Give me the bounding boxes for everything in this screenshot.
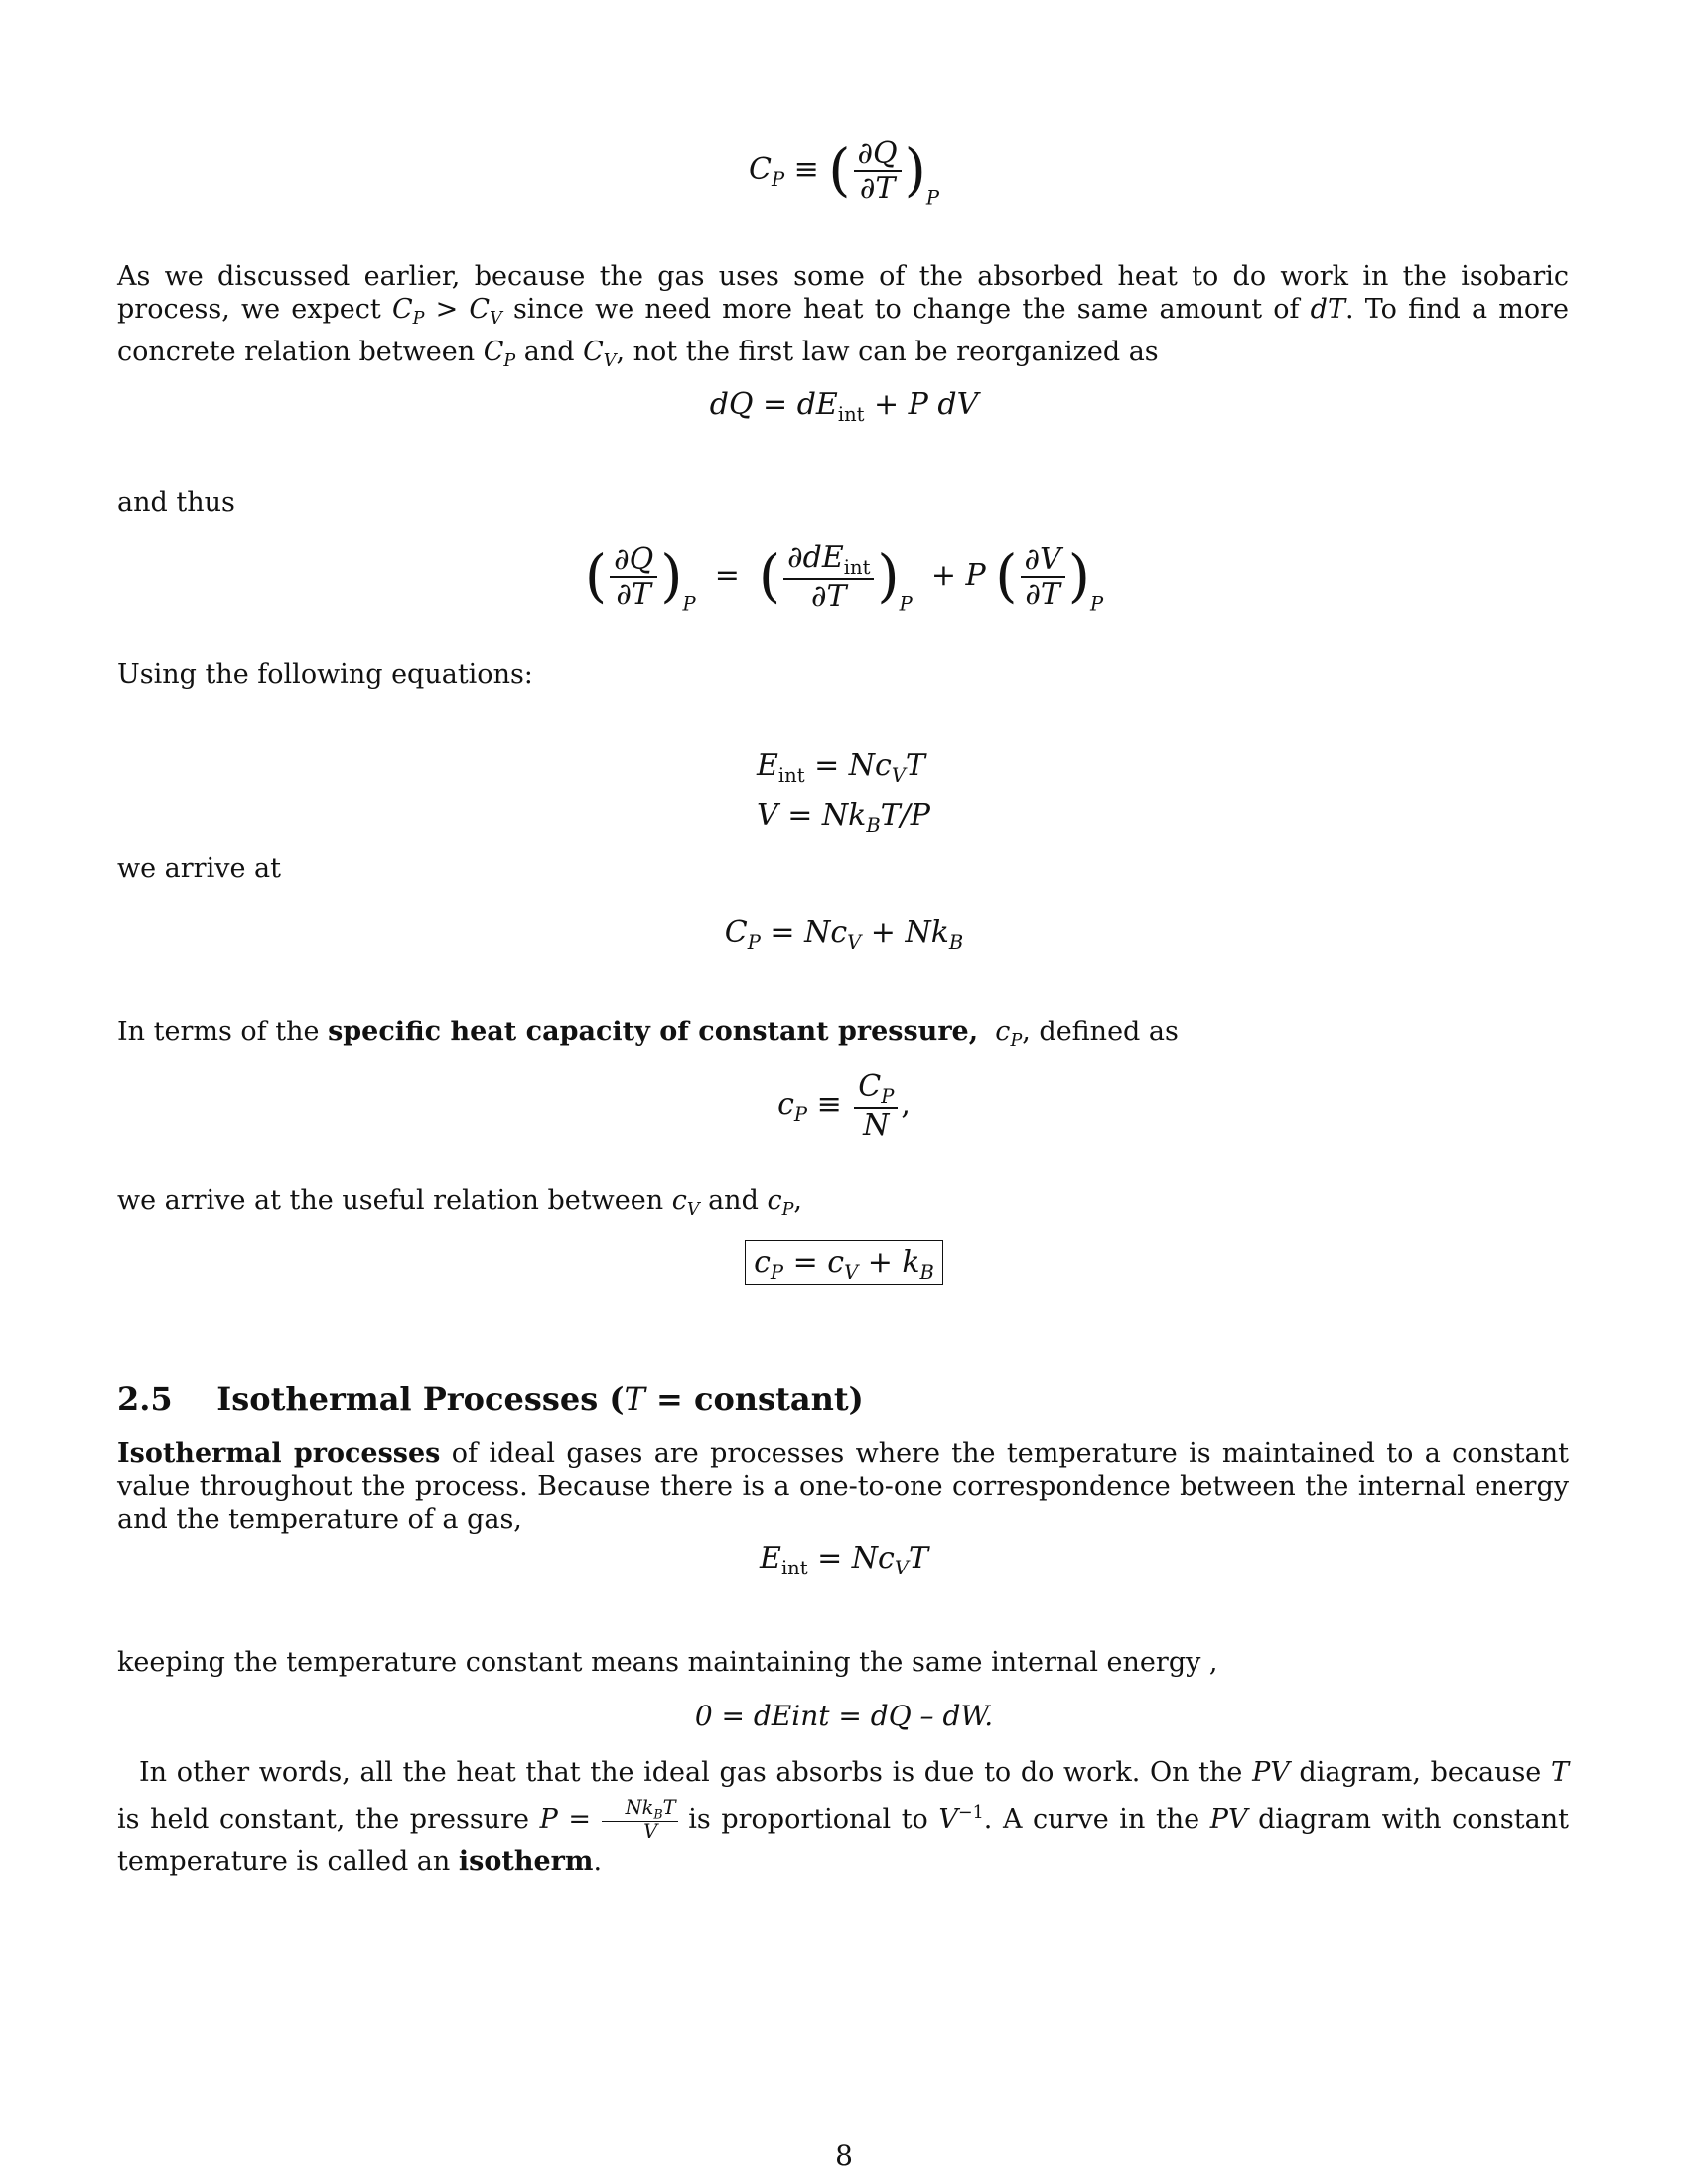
- paragraph-specific-heat: In terms of the specific heat capacity of constant pressure, $c_P$, defined as: [117, 1017, 1179, 1052]
- paragraph-isotherm: In other words, all the heat that the ideal gas absorbs is due to do work. On the PV diagram, because T is held constant, the pressure P = $\frac{Nk_BT}{V}$ is proportional to $V^{-1}$. A curve in the PV diagram with constant temperature is called an isotherm.: [117, 1757, 1569, 1877]
- text-useful-relation: we arrive at the useful relation between $c_V$ and $c_P$,: [117, 1185, 802, 1221]
- text-we-arrive-at: we arrive at: [117, 853, 281, 884]
- equation-cp-relation: $C_P = Nc_V + Nk_B$: [724, 915, 964, 954]
- equation-specific-cp-definition: $c_P$ ≡ $\frac{C_P}{N}$ ,: [777, 1069, 911, 1144]
- paragraph-isothermal-processes: Isothermal processes of ideal gases are processes where the temperature is maintained to a constant value throughout the process. Because there is a one-to-one correspondence between the internal energy and the temperature of a gas,: [117, 1438, 1569, 1535]
- text-and-thus: and thus: [117, 487, 235, 518]
- text-using-equations: Using the following equations:: [117, 659, 533, 690]
- section-heading: 2.5 Isothermal Processes (T = constant): [117, 1380, 864, 1418]
- equation-internal-energy: $E_{int} = Nc_VT$: [760, 1541, 928, 1579]
- paragraph-isobaric-discussion: As we discussed earlier, because the gas uses some of the absorbed heat to do work in the isobaric process, we expect $C_P > C_V$ since we need more heat to change the same amount of dT. To find a more concrete relation between $C_P$ and $C_V$, not the first law can be reorganized as: [117, 261, 1569, 372]
- equation-cp-definition: $C_P$ ≡ ( $\frac{\partial Q}{\partial T}$ )$_P$: [748, 136, 940, 209]
- equation-zero-energy-change: 0 = dEint = dQ – dW.: [694, 1700, 994, 1732]
- page-number: 8: [835, 2139, 853, 2172]
- equation-eint-and-volume: $E_{int} = Nc_VT$ $V = Nk_BT/P$: [757, 749, 930, 837]
- equation-boxed-mayer-relation: $c_P = c_V + k_B$: [0, 1245, 1688, 1284]
- text-keeping-temperature: keeping the temperature constant means maintaining the same internal energy ,: [117, 1647, 1218, 1678]
- equation-partial-derivatives: ( $\frac{\partial Q}{\partial T}$ )$_P$ = ( $\frac{\partial dE_{int}}{\partial T}$ )$_P + P$ ( $\frac{\partial V}{\partial T}$ )$_P$: [584, 540, 1104, 615]
- equation-first-law: dQ = $dE_{int} + P$ dV: [709, 387, 979, 426]
